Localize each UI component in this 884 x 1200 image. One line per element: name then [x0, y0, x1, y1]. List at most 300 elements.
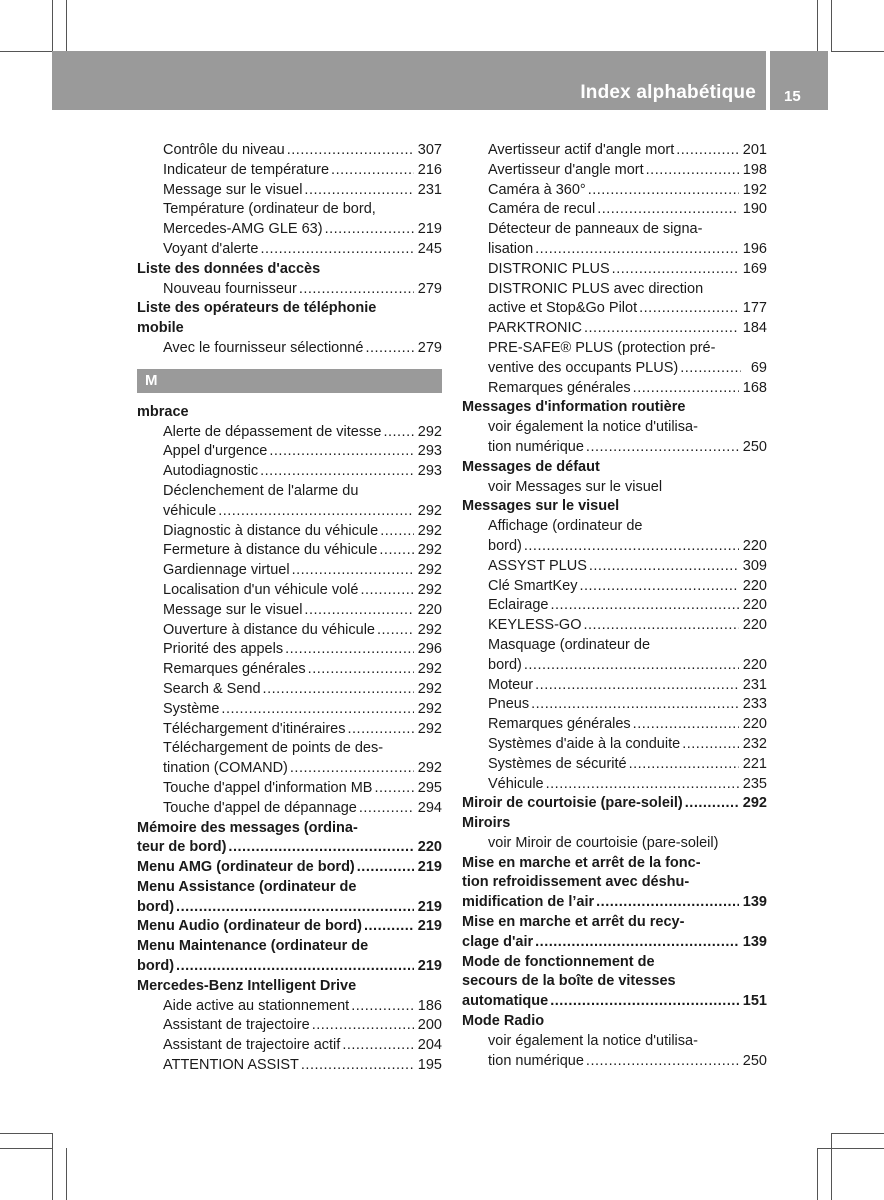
leader-dots — [589, 557, 739, 577]
crop-mark — [831, 51, 884, 52]
entry-page-ref[interactable]: 235 — [742, 775, 767, 792]
leader-dots — [312, 1016, 414, 1036]
leader-dots — [290, 759, 414, 779]
index-subentry — [462, 616, 767, 636]
entry-page-ref[interactable]: 192 — [742, 181, 767, 198]
index-subentry — [137, 161, 442, 181]
crop-mark — [52, 1133, 53, 1200]
entry-page-ref[interactable]: 292 — [742, 795, 767, 812]
index-subentry — [462, 715, 767, 735]
entry-text: Priorité des appels — [163, 641, 284, 658]
entry-page-ref[interactable]: 220 — [742, 656, 767, 673]
index-subentry — [462, 280, 767, 300]
index-subentry — [137, 502, 442, 522]
index-entry — [137, 403, 442, 423]
entry-page-ref[interactable]: 69 — [750, 359, 767, 376]
crop-mark — [817, 1148, 884, 1149]
entry-text: clage d'air — [462, 933, 534, 950]
leader-dots — [304, 601, 413, 621]
entry-page-ref[interactable]: 198 — [742, 161, 767, 178]
leader-dots — [176, 957, 414, 977]
crop-mark — [817, 1148, 818, 1200]
index-subentry — [462, 260, 767, 280]
entry-page-ref[interactable]: 292 — [417, 522, 442, 539]
leader-dots — [612, 260, 739, 280]
entry-page-ref[interactable]: 292 — [417, 542, 442, 559]
index-subentry — [462, 240, 767, 260]
leader-dots — [325, 220, 414, 240]
index-subentry — [462, 596, 767, 616]
index-subentry — [462, 834, 767, 854]
entry-text: voir également la notice d'utilisa- — [488, 419, 698, 436]
leader-dots — [633, 379, 739, 399]
entry-text: Voyant d'alerte — [163, 240, 259, 257]
index-entry — [137, 858, 442, 878]
entry-page-ref[interactable]: 177 — [742, 300, 767, 317]
index-entry — [137, 819, 442, 839]
index-subentry — [137, 181, 442, 201]
leader-dots — [383, 423, 413, 443]
entry-page-ref[interactable]: 309 — [742, 557, 767, 574]
index-subentry — [462, 636, 767, 656]
entry-text: midification de l’air — [462, 894, 595, 911]
crop-mark — [817, 0, 818, 51]
entry-page-ref[interactable]: 204 — [417, 1037, 442, 1054]
leader-dots — [342, 1036, 413, 1056]
index-entry — [462, 794, 767, 814]
index-subentry — [137, 720, 442, 740]
index-subentry — [462, 359, 767, 379]
entry-text: Liste des opérateurs de téléphonie — [137, 300, 377, 317]
index-subentry — [137, 700, 442, 720]
index-subentry — [462, 517, 767, 537]
entry-text: Fermeture à distance du véhicule — [163, 542, 378, 559]
index-subentry — [137, 621, 442, 641]
entry-text: Ouverture à distance du véhicule — [163, 621, 375, 638]
entry-text: bord) — [488, 656, 522, 673]
leader-dots — [260, 240, 413, 260]
entry-page-ref[interactable]: 168 — [742, 379, 767, 396]
entry-text: voir Messages sur le visuel — [488, 478, 663, 495]
index-entry — [137, 878, 442, 898]
leader-dots — [524, 656, 739, 676]
entry-text: Assistant de trajectoire actif — [163, 1037, 341, 1054]
leader-dots — [374, 779, 413, 799]
entry-page-ref[interactable]: 295 — [417, 779, 442, 796]
entry-text: Mémoire des messages (ordina- — [137, 819, 358, 836]
entry-text: véhicule — [163, 502, 217, 519]
entry-page-ref[interactable]: 221 — [742, 755, 767, 772]
leader-dots — [546, 775, 739, 795]
index-subentry — [462, 181, 767, 201]
index-subentry — [137, 200, 442, 220]
index-subentry — [137, 561, 442, 581]
index-entry — [462, 398, 767, 418]
entry-text: DISTRONIC PLUS — [488, 260, 610, 277]
index-subentry — [137, 240, 442, 260]
entry-page-ref[interactable]: 220 — [742, 577, 767, 594]
entry-text: Clé SmartKey — [488, 577, 578, 594]
entry-text: Avertisseur actif d'angle mort — [488, 142, 675, 158]
index-subentry — [462, 478, 767, 498]
entry-page-ref[interactable]: 219 — [417, 918, 442, 935]
leader-dots — [685, 794, 739, 814]
leader-dots — [263, 680, 414, 700]
section-letter-header: M — [137, 369, 442, 393]
entry-text: Messages de défaut — [462, 458, 600, 475]
leader-dots — [550, 596, 738, 616]
leader-dots — [579, 577, 738, 597]
index-subentry — [462, 1032, 767, 1052]
index-subentry — [137, 462, 442, 482]
index-entry — [137, 319, 442, 339]
entry-page-ref[interactable]: 139 — [742, 933, 767, 950]
index-entry — [462, 458, 767, 478]
entry-page-ref[interactable]: 216 — [417, 161, 442, 178]
leader-dots — [301, 1056, 414, 1076]
index-subentry — [137, 482, 442, 502]
crop-mark — [831, 1133, 884, 1134]
crop-mark — [831, 1133, 832, 1200]
leader-dots — [299, 280, 414, 300]
entry-text: Liste des données d'accès — [137, 260, 321, 277]
entry-page-ref[interactable]: 292 — [417, 502, 442, 519]
entry-page-ref[interactable]: 220 — [742, 597, 767, 614]
index-subentry — [137, 339, 442, 359]
leader-dots — [176, 898, 414, 918]
entry-page-ref[interactable]: 195 — [417, 1057, 442, 1074]
leader-dots — [584, 319, 739, 339]
index-entry — [462, 873, 767, 893]
entry-page-ref[interactable]: 292 — [417, 621, 442, 638]
page-title: Index alphabétique — [580, 82, 756, 103]
leader-dots — [331, 161, 414, 181]
leader-dots — [308, 660, 414, 680]
index-column-right — [462, 141, 767, 1071]
index-subentry — [137, 779, 442, 799]
entry-text: Systèmes d'aide à la conduite — [488, 735, 681, 752]
entry-text: Moteur — [488, 676, 534, 693]
entry-page-ref[interactable]: 292 — [417, 562, 442, 579]
index-subentry — [462, 676, 767, 696]
entry-page-ref[interactable]: 220 — [417, 839, 442, 856]
index-entry — [137, 977, 442, 997]
entry-page-ref[interactable]: 250 — [742, 438, 767, 455]
entry-text: Avec le fournisseur sélectionné — [163, 339, 364, 356]
index-entry — [462, 953, 767, 973]
entry-text: Affichage (ordinateur de — [488, 518, 643, 535]
entry-page-ref[interactable]: 169 — [742, 260, 767, 277]
leader-dots — [304, 181, 413, 201]
entry-text: Autodiagnostic — [163, 463, 259, 480]
entry-text: Systèmes de sécurité — [488, 755, 627, 772]
entry-text: secours de la boîte de vitesses — [462, 973, 676, 990]
index-entry — [137, 260, 442, 280]
entry-page-ref[interactable]: 292 — [417, 760, 442, 777]
entry-text: active et Stop&Go Pilot — [488, 300, 638, 317]
leader-dots — [524, 537, 739, 557]
page-number: 15 — [784, 88, 801, 105]
entry-text: Message sur le visuel — [163, 181, 303, 198]
entry-page-ref[interactable]: 201 — [742, 142, 767, 158]
entry-text: Système — [163, 700, 220, 717]
index-subentry — [137, 640, 442, 660]
entry-text: Mode de fonctionnement de — [462, 953, 655, 970]
entry-page-ref[interactable]: 233 — [742, 696, 767, 713]
index-subentry — [137, 423, 442, 443]
entry-text: bord) — [488, 537, 522, 554]
entry-text: Véhicule — [488, 775, 544, 792]
entry-page-ref[interactable]: 307 — [417, 142, 442, 158]
index-subentry — [462, 656, 767, 676]
entry-page-ref[interactable]: 292 — [417, 423, 442, 440]
entry-page-ref[interactable]: 151 — [742, 993, 767, 1010]
index-column-left — [137, 141, 442, 1076]
leader-dots — [218, 502, 414, 522]
leader-dots — [292, 561, 414, 581]
entry-text: Messages d'information routière — [462, 399, 686, 416]
entry-text: Mercedes-Benz Intelligent Drive — [137, 977, 357, 994]
entry-text: Touche d'appel de dépannage — [163, 799, 357, 816]
entry-page-ref[interactable]: 219 — [417, 898, 442, 915]
entry-page-ref[interactable]: 294 — [417, 799, 442, 816]
entry-page-ref[interactable]: 279 — [417, 339, 442, 356]
entry-text: PARKTRONIC — [488, 320, 582, 337]
leader-dots — [285, 640, 414, 660]
entry-text: Message sur le visuel — [163, 601, 303, 618]
entry-page-ref[interactable]: 200 — [417, 1017, 442, 1034]
entry-page-ref[interactable]: 292 — [417, 700, 442, 717]
index-entry — [462, 854, 767, 874]
entry-text: Alerte de dépassement de vitesse — [163, 423, 382, 440]
entry-page-ref[interactable]: 293 — [417, 443, 442, 460]
index-subentry — [462, 418, 767, 438]
entry-text: Miroirs — [462, 815, 511, 832]
entry-page-ref[interactable]: 292 — [417, 661, 442, 678]
index-subentry — [462, 438, 767, 458]
entry-text: Détecteur de panneaux de signa- — [488, 221, 703, 238]
entry-text: Nouveau fournisseur — [163, 280, 297, 297]
entry-text: Appel d'urgence — [163, 443, 268, 460]
entry-text: Déclenchement de l'alarme du — [163, 482, 359, 499]
leader-dots — [633, 715, 739, 735]
entry-text: tion refroidissement avec déshu- — [462, 874, 690, 891]
leader-dots — [377, 621, 414, 641]
entry-page-ref[interactable]: 293 — [417, 463, 442, 480]
entry-text: Téléchargement d'itinéraires — [163, 720, 346, 737]
entry-text: Température (ordinateur de bord, — [163, 201, 376, 218]
entry-page-ref[interactable]: 292 — [417, 680, 442, 697]
index-subentry — [137, 1056, 442, 1076]
entry-text: Menu Audio (ordinateur de bord) — [137, 918, 362, 935]
entry-page-ref[interactable]: 220 — [742, 537, 767, 554]
entry-page-ref[interactable]: 292 — [417, 581, 442, 598]
index-entry — [462, 1012, 767, 1032]
leader-dots — [228, 838, 413, 858]
entry-text: voir également la notice d'utilisa- — [488, 1032, 698, 1049]
leader-dots — [550, 992, 739, 1012]
entry-page-ref[interactable]: 220 — [742, 716, 767, 733]
entry-page-ref[interactable]: 231 — [417, 181, 442, 198]
index-subentry — [137, 680, 442, 700]
entry-page-ref[interactable]: 296 — [417, 641, 442, 658]
entry-text: Localisation d'un véhicule volé — [163, 581, 359, 598]
leader-dots — [287, 141, 414, 161]
crop-mark — [52, 0, 53, 51]
entry-text: Contrôle du niveau — [163, 142, 285, 158]
entry-page-ref[interactable]: 184 — [742, 320, 767, 337]
crop-mark — [831, 0, 832, 51]
entry-text: Aide active au stationnement — [163, 997, 350, 1014]
entry-text: Menu Maintenance (ordinateur de — [137, 938, 369, 955]
entry-page-ref[interactable]: 292 — [417, 720, 442, 737]
index-subentry — [137, 280, 442, 300]
entry-page-ref[interactable]: 245 — [417, 240, 442, 257]
index-subentry — [462, 220, 767, 240]
entry-page-ref[interactable]: 139 — [742, 894, 767, 911]
entry-text: Touche d'appel d'information MB — [163, 779, 373, 796]
crop-mark — [0, 1133, 52, 1134]
index-subentry — [137, 997, 442, 1017]
leader-dots — [596, 893, 739, 913]
index-subentry — [137, 660, 442, 680]
entry-page-ref[interactable]: 220 — [742, 617, 767, 634]
entry-page-ref[interactable]: 196 — [742, 240, 767, 257]
crop-mark — [0, 51, 52, 52]
entry-text: Miroir de courtoisie (pare-soleil) — [462, 795, 683, 812]
index-subentry — [462, 775, 767, 795]
entry-text: PRE-SAFE® PLUS (protection pré- — [488, 339, 716, 356]
leader-dots — [646, 161, 739, 181]
entry-text: Remarques générales — [163, 661, 306, 678]
index-subentry — [462, 735, 767, 755]
entry-page-ref[interactable]: 279 — [417, 280, 442, 297]
entry-page-ref[interactable]: 220 — [417, 601, 442, 618]
entry-text: Messages sur le visuel — [462, 498, 620, 515]
index-entry — [137, 957, 442, 977]
leader-dots — [680, 359, 741, 379]
leader-dots — [359, 799, 414, 819]
entry-text: teur de bord) — [137, 839, 227, 856]
index-subentry — [462, 537, 767, 557]
entry-page-ref[interactable]: 250 — [742, 1052, 767, 1069]
entry-text: automatique — [462, 993, 549, 1010]
entry-text: Indicateur de température — [163, 161, 330, 178]
index-subentry — [137, 759, 442, 779]
entry-text: Caméra de recul — [488, 201, 596, 218]
index-entry — [137, 917, 442, 937]
crop-mark — [66, 0, 67, 51]
entry-text: mobile — [137, 320, 184, 337]
entry-text: tion numérique — [488, 1052, 584, 1069]
entry-text: tination (COMAND) — [163, 760, 288, 777]
entry-page-ref[interactable]: 232 — [742, 735, 767, 752]
entry-text: ATTENTION ASSIST — [163, 1057, 299, 1074]
index-subentry — [137, 541, 442, 561]
index-entry — [462, 814, 767, 834]
index-subentry — [462, 200, 767, 220]
leader-dots — [535, 240, 739, 260]
index-entry — [137, 898, 442, 918]
entry-text: Remarques générales — [488, 379, 631, 396]
entry-page-ref[interactable]: 219 — [417, 958, 442, 975]
leader-dots — [583, 616, 738, 636]
index-subentry — [137, 442, 442, 462]
entry-page-ref[interactable]: 231 — [742, 676, 767, 693]
index-subentry — [462, 339, 767, 359]
index-subentry — [462, 577, 767, 597]
index-subentry — [462, 141, 767, 161]
entry-page-ref[interactable]: 190 — [742, 201, 767, 218]
header-band — [52, 51, 766, 110]
entry-text: Menu AMG (ordinateur de bord) — [137, 859, 355, 876]
leader-dots — [639, 299, 739, 319]
leader-dots — [360, 581, 413, 601]
leader-dots — [357, 858, 414, 878]
entry-text: Diagnostic à distance du véhicule — [163, 522, 379, 539]
entry-text: KEYLESS-GO — [488, 617, 582, 634]
entry-page-ref[interactable]: 219 — [417, 221, 442, 238]
entry-page-ref[interactable]: 219 — [417, 859, 442, 876]
index-subentry — [137, 220, 442, 240]
leader-dots — [260, 462, 414, 482]
index-subentry — [137, 799, 442, 819]
entry-text: lisation — [488, 240, 534, 257]
crop-mark — [0, 1148, 52, 1149]
leader-dots — [535, 933, 739, 953]
index-entry — [462, 497, 767, 517]
leader-dots — [221, 700, 413, 720]
entry-text: DISTRONIC PLUS avec direction — [488, 280, 704, 297]
index-subentry — [137, 1036, 442, 1056]
leader-dots — [586, 438, 739, 458]
leader-dots — [351, 997, 414, 1017]
index-subentry — [137, 581, 442, 601]
entry-text: tion numérique — [488, 438, 584, 455]
leader-dots — [365, 339, 413, 359]
index-subentry — [462, 319, 767, 339]
entry-text: Téléchargement de points de des- — [163, 740, 384, 757]
entry-text: bord) — [137, 898, 175, 915]
leader-dots — [348, 720, 414, 740]
entry-text: Remarques générales — [488, 716, 631, 733]
entry-text: Gardiennage virtuel — [163, 562, 290, 579]
index-entry — [137, 838, 442, 858]
entry-text: bord) — [137, 958, 175, 975]
leader-dots — [588, 181, 739, 201]
leader-dots — [629, 755, 739, 775]
index-entry — [462, 933, 767, 953]
index-subentry — [462, 299, 767, 319]
index-subentry — [462, 379, 767, 399]
leader-dots — [676, 141, 739, 161]
entry-text: Menu Assistance (ordinateur de — [137, 878, 357, 895]
leader-dots — [597, 200, 739, 220]
entry-text: Pneus — [488, 696, 530, 713]
entry-page-ref[interactable]: 186 — [417, 997, 442, 1014]
index-subentry — [462, 695, 767, 715]
index-subentry — [137, 601, 442, 621]
entry-text: Search & Send — [163, 680, 261, 697]
entry-text: ventive des occupants PLUS) — [488, 359, 679, 376]
entry-text: Avertisseur d'angle mort — [488, 161, 644, 178]
index-entry — [462, 972, 767, 992]
entry-text: Eclairage — [488, 597, 549, 614]
leader-dots — [379, 541, 413, 561]
index-entry — [462, 992, 767, 1012]
entry-text: Assistant de trajectoire — [163, 1017, 310, 1034]
entry-text: Masquage (ordinateur de — [488, 636, 651, 653]
